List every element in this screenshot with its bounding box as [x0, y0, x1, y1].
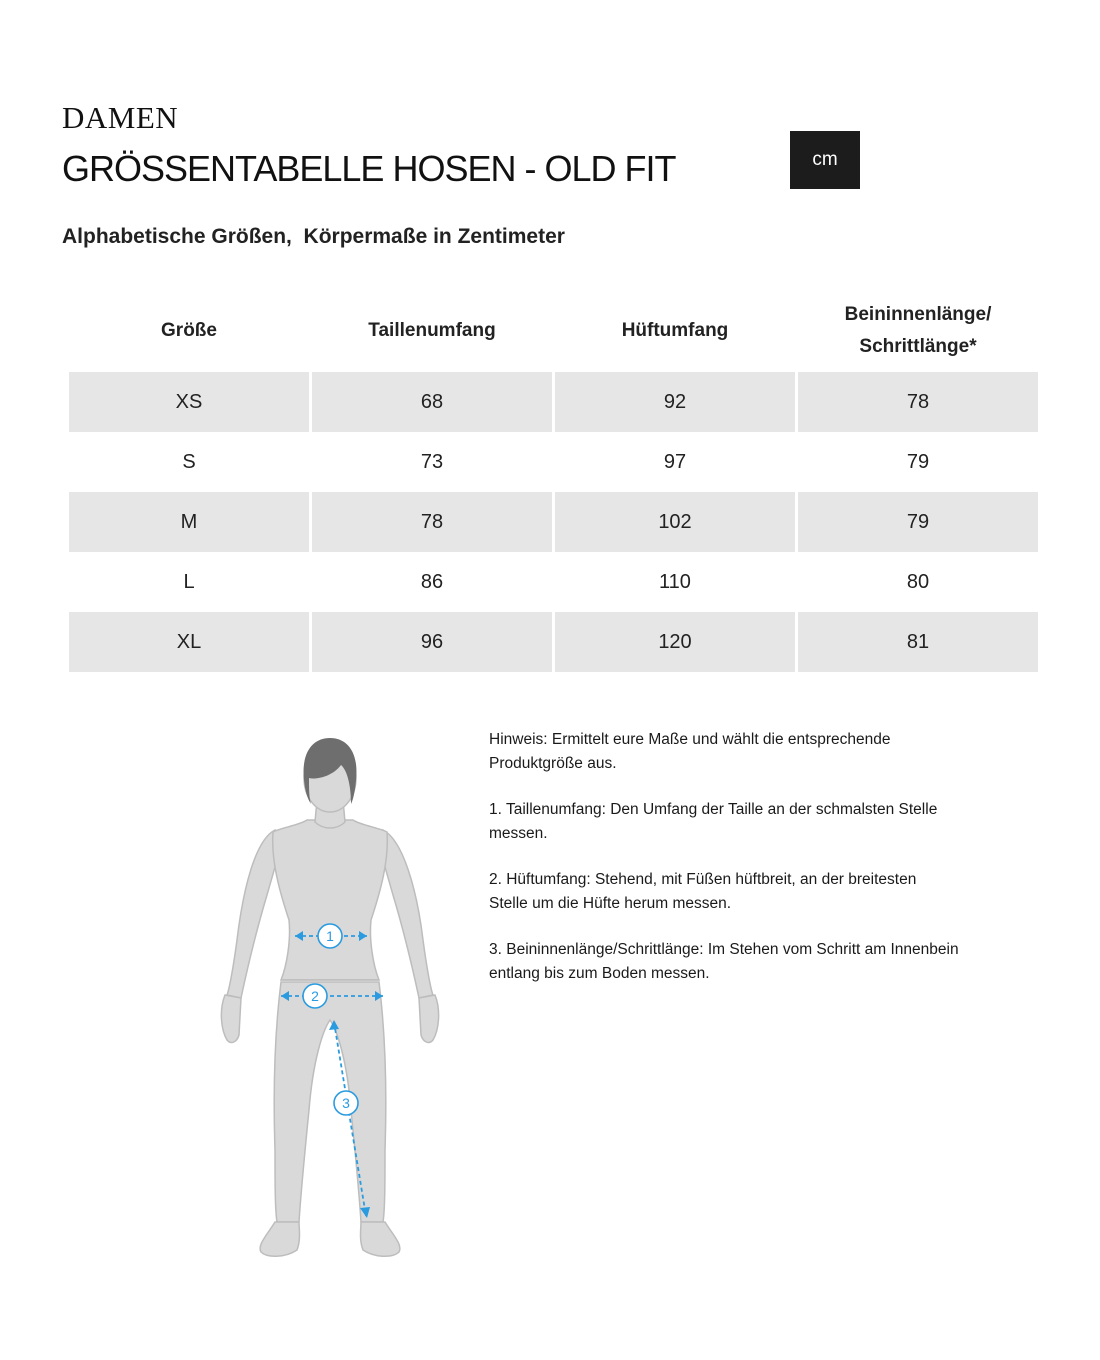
- cell-size: XL: [69, 612, 309, 672]
- table-row: [69, 552, 1038, 612]
- note-waist: 1. Taillenumfang: Den Umfang der Taille an der schmalsten Stelle messen.: [489, 801, 938, 842]
- cell-waist: 78: [312, 492, 552, 552]
- cell-size: M: [69, 492, 309, 552]
- marker-2-label: 2: [311, 988, 319, 1004]
- cell-hip: 110: [659, 570, 691, 593]
- cell-inseam: 81: [798, 612, 1038, 672]
- cell-inseam: 78: [798, 372, 1038, 432]
- column-header-hip: Hüftumfang: [621, 320, 729, 341]
- column-header-inseam-line2: Schrittlänge*: [859, 336, 977, 357]
- size-table: [66, 290, 1041, 672]
- column-header-size: Größe: [161, 320, 217, 341]
- measurement-figure: [205, 730, 455, 1270]
- cell-waist: 86: [420, 570, 444, 593]
- cell-waist: 68: [312, 372, 552, 432]
- cell-waist: 73: [420, 450, 444, 473]
- column-header-inseam: [798, 290, 1038, 372]
- column-header-waist: Taillenumfang: [368, 320, 496, 341]
- body-outline-illustration: [205, 730, 455, 1270]
- page-title: GRÖSSENTABELLE HOSEN - OLD FIT: [62, 148, 676, 189]
- marker-3-label: 3: [342, 1095, 350, 1111]
- note-hint: Hinweis: Ermittelt eure Maße und wählt die entsprechende Produktgröße aus.: [489, 731, 891, 772]
- note-inseam: 3. Beininnenlänge/Schrittlänge: Im Stehen vom Schritt am Innenbein entlang bis zum Boden messen.: [489, 941, 959, 982]
- table-subtitle: Alphabetische Größen, Körpermaße in Zentimeter: [62, 225, 565, 248]
- cell-waist: 96: [312, 612, 552, 672]
- table-row: [69, 492, 1038, 552]
- cell-size: S: [182, 450, 196, 473]
- table-row: [69, 612, 1038, 672]
- cell-size: L: [183, 570, 195, 593]
- cell-inseam: 80: [906, 570, 930, 593]
- table-row: [69, 432, 1038, 492]
- cell-size: XS: [69, 372, 309, 432]
- column-header-inseam-line1: Beininnenlänge/: [844, 304, 992, 325]
- measurement-notes: [489, 728, 959, 1008]
- unit-toggle-button[interactable]: cm: [790, 131, 860, 189]
- cell-inseam: 79: [798, 492, 1038, 552]
- cell-hip: 102: [555, 492, 795, 552]
- table-header-row: [69, 290, 1038, 372]
- table-row: [69, 372, 1038, 432]
- note-hip: 2. Hüftumfang: Stehend, mit Füßen hüftbreit, an der breitesten Stelle um die Hüfte herum messen.: [489, 871, 917, 912]
- marker-1-label: 1: [326, 928, 334, 944]
- cell-inseam: 79: [906, 450, 930, 473]
- cell-hip: 120: [555, 612, 795, 672]
- brand-heading: DAMEN: [62, 100, 179, 135]
- cell-hip: 92: [555, 372, 795, 432]
- body-silhouette: [221, 744, 438, 1256]
- cell-hip: 97: [663, 450, 687, 473]
